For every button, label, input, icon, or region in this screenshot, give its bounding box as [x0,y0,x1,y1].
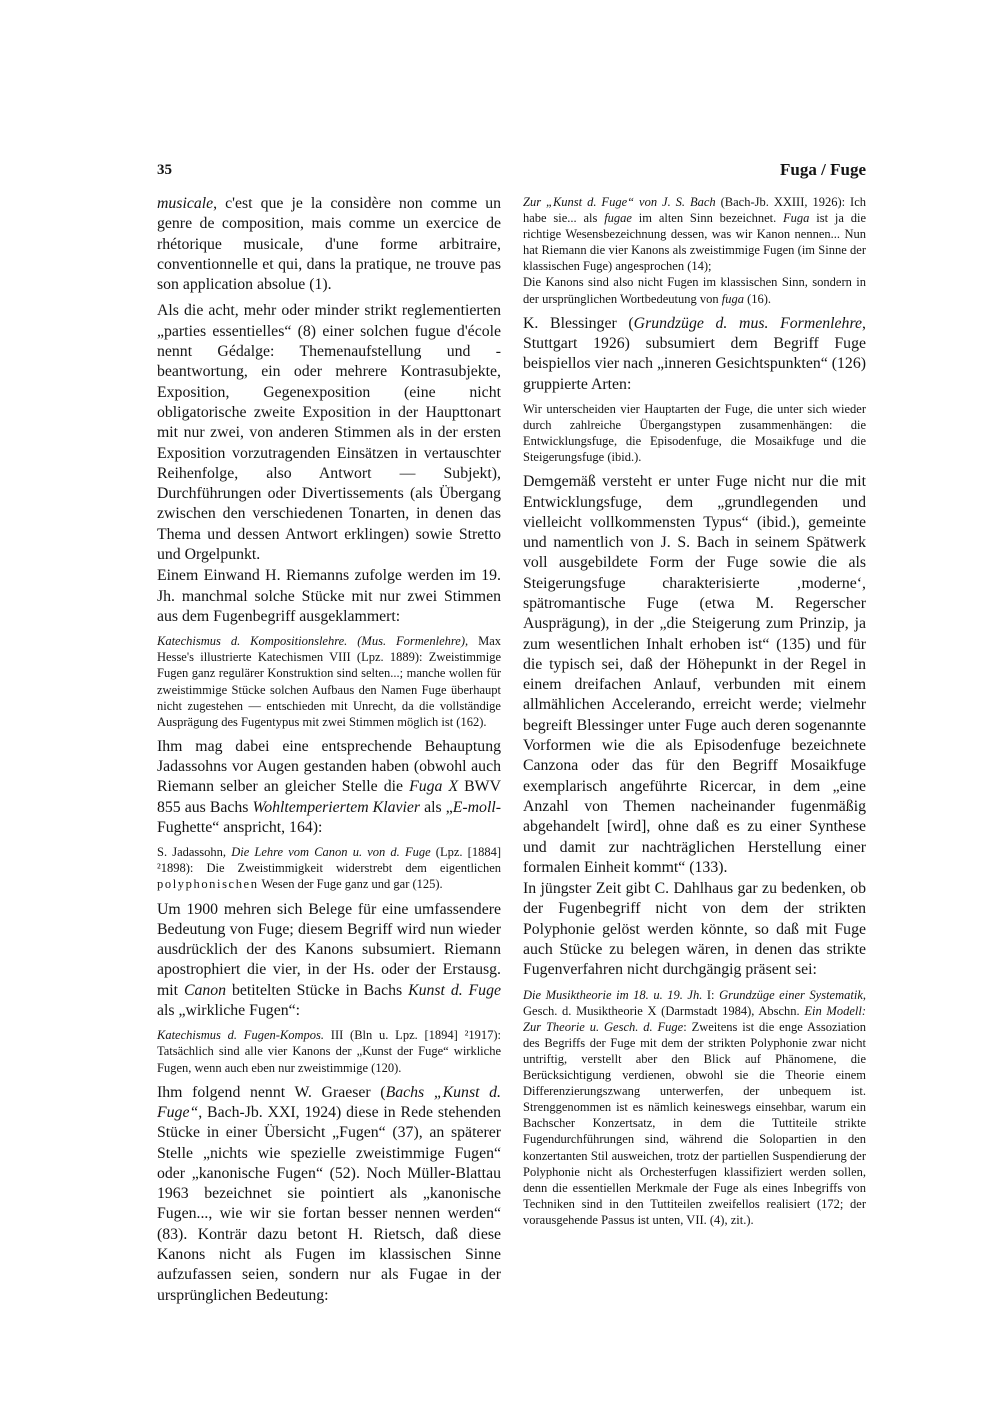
italic-text: Fuga [783,211,810,226]
running-head: Fuga / Fuge [780,160,866,179]
text: III (Bln u. Lpz. [1894] ²1917): Tatsächlich sind alle vier Kanons der „Kunst der Fuge“ wirkliche Fugen, wenn auch eben nur zweistimmige (120). [157,1028,501,1075]
text: , c'est que je la considère non comme un genre de composition, mais comme un exercice de rhétorique musicale, d'une forme arbitraire, conventionnelle et qui, dans la pratique, ne trouve pas son application absolue (1). [157,195,501,294]
left-column [157,194,501,1307]
paragraph: Demgemäß versteht er unter Fuge nicht nur die mit Entwicklungsfuge, dem „grundlegenden und vielleicht vollkommensten Typus“ (ibid.), gemeinte und namentlich von J. S. Bach in seinem Spätwerk voll ausgebildete Form der Fuge sowie die als Steigerungsfuge charakterisierte ‚moderne‘, spätromantische Fuge (etwa M. Regerscher Ausprägung), in der „die Steigerung zum Prinzip, ja zum wesentlichen Inhalt erhoben ist“ (135) und für die typisch sei, daß der Höhepunkt in der Regel in einem dreifachen Anlauf, verbunden mit einem allmählichen Accelerando, erreicht werde; vielmehr begreift Blessinger unter Fuge auch deren sogenannte Vorformen wie die als Episodenfuge bezeichnete Canzona oder das für den Begriff Mosaikfuge exemplarisch angeführte Ricercar, in dem „eine Anzahl von Themen nacheinander fugenmäßig abgehandelt [wird], ohne daß es zu einer Synthese und damit zur nachträglichen Herstellung einer formalen Einheit kommt“ (133). [523,473,866,876]
paragraph [157,194,501,295]
text: Wesen der Fuge ganz und gar (125). [258,877,443,892]
quotation [523,274,866,306]
italic-text: Grundzüge d. mus. Formenlehre [633,314,863,332]
italic-text: Canon [183,981,227,999]
quotation: Wir unterscheiden vier Hauptarten der Fuge, die unter sich wieder durch zahlreiche Übergangstypen zusammenhängen: die Entwicklungsfuge, die Episodenfuge, die Mosaikfuge und die Steigerungsfuge (ibid.). [523,401,866,465]
text: BWV 855 aus Bachs [157,778,502,816]
quotation [157,633,501,730]
paragraph [157,900,501,1022]
text: S. Jadassohn, [157,845,232,860]
italic-text: Die Musiktheorie im 18. u. 19. Jh. [523,987,703,1002]
paragraph [157,737,501,838]
italic-text: Bachs „Kunst d. Fuge“ [157,1083,501,1121]
italic-text: Fuga X [409,778,459,796]
italic-text: musicale [157,195,214,212]
italic-text: Katechismus d. Kompositionslehre. (Mus. Formenlehre), [157,634,469,649]
italic-text: Zur „Kunst d. Fuge“ von J. S. Bach [523,195,716,209]
text: K. Blessinger ( [523,314,634,332]
text: (16). [743,291,772,306]
paragraph: In jüngster Zeit gibt C. Dahlhaus gar zu bedenken, ob der Fugenbegriff nicht von dem der strikten Polyphonie gelöst werden könnte, so daß mit Fuge auch Stücke zu belegen wären, in denen das strikte Fugenverfahren nicht durchgängig präsent sei: [523,880,866,979]
text: , Gesch. d. Musiktheorie X (Darmstadt 1984), Abschn. [523,987,866,1018]
italic-text: fuga [721,291,744,306]
paragraph: Als die acht, mehr oder minder strikt reglementierten „parties essentielles“ (8) einer solchen fugue d'école nennt Gédalge: Themenaufstellung und -beantwortung, ein oder mehrere Kontrasubjekte, Exposition, Gegenexposition (eine nicht obligatorische zweite Exposition in der Haupttonart mit nur zwei, von anderen Stimmen als in der ersten Exposition vorzutragenden Einsätzen in vertauschter Reihenfolge, also Antwort — Subjekt), Durchführungen oder Divertissements (als Übergang zwischen den verschiedenen Tonarten, in denen das Thema und dessen Antwort erklingen) sowie Stretto und Orgelpunkt. [157,302,501,564]
text: betitelten Stücke in Bachs [226,981,409,999]
italic-text: E-moll- [452,798,501,816]
text: als „wirkliche Fugen“: [157,1002,301,1020]
text: , Bach-Jb. XXI, 1924) diese in Rede stehenden Stücke in einer Übersicht „Fugen“ (37), an späterer Stelle „nichts wie spezielle zweistimmige Fugen“ oder „kanonische Fugen“ (52). Noch Müller-Blattau 1963 bezeichnet sie pointiert als „kanonische Fugen..., wie wir sie fortan besser nennen werden“ (83). Konträr dazu betont H. Rietsch, daß diese Kanons nicht als Fugen im klassischen Sinne aufzufassen seien, sondern nur als Fugae in der ursprünglichen Bedeutung: [157,1103,501,1304]
paragraph [523,314,866,395]
text: (Lpz. [1884] ²1898): Die Zweistimmigkeit widerstrebt dem eigentlichen [157,845,501,876]
italic-text: Wohltemperiertem Klavier [252,798,421,816]
quotation [523,194,866,274]
italic-text: Kunst d. Fuge [408,981,501,999]
italic-text: Die Lehre vom Canon u. von d. Fuge [231,845,431,860]
quotation [157,844,501,892]
text: Die Kanons sind also nicht Fugen im klassischen Sinn, sondern in der ursprünglichen Wortbedeutung von [523,275,866,306]
italic-text: Ein Modell: Zur Theorie u. Gesch. d. Fuge [523,1003,866,1034]
quotation [157,1027,501,1075]
italic-text: fugae [604,211,632,226]
text: Ihm mag dabei eine entsprechende Behauptung Jadassohns vor Augen gestanden haben (obwohl auch Riemann selber an gleicher Stelle die [157,737,501,796]
text: Max Hesse's illustrierte Katechismen VIII (Lpz. 1889): Zweistimmige Fugen ganz regulärer Konstruktion sind selten...; manche wollen für zweistimmige Stücke solchen Aufbaus den Namen Fuge überhaupt nicht zugestehen — entschieden mit Unrecht, da die vollständige Ausprägung des Fugentypus mit zwei Stimmen möglich ist (162). [157,634,502,729]
text: Um 1900 mehren sich Belege für eine umfassendere Bedeutung von Fuge; diesem Begriff wird nun wieder ausdrücklich der des Kanons subsumiert. Riemann apostrophiert die vier, in der Hs. oder der Erstausg. mit [157,900,501,999]
text: , Stuttgart 1926) subsumiert dem Begriff Fuge beispiellos vier nach „inneren Gesichtspunkten“ (126) gruppierte Arten: [523,314,866,393]
text: I: [702,987,720,1002]
text: Fughette“ anspricht, 164): [157,818,323,836]
text: im alten Sinn bezeichnet. [631,211,784,226]
text: (Bach-Jb. XXIII, 1926): Ich habe sie... als [523,195,867,226]
right-column [523,194,866,1235]
text: : Zweitens ist die enge Assoziation des Begriffs der Fuge mit dem der strikten Polyphonie zwar nicht untriftig, verstellt aber den Blick auf Phänomene, die Berücksichtigung verdienen, obwohl sie die Theorie einem Differenzierungszwang unterwerfen, der unbequem ist. Strenggenommen ist es nämlich keineswegs einsehbar, warum ein Bachscher Konzertsatz, in dem die Tuttiteile strikte Fugendurchführungen sind, während die Solopartien in den konzertanten Stil ausweichen, trotz der partiellen Suspendierung der Polyphonie nicht als Orchesterfugen klassifiziert werden sollen, denn die essentiellen Merkmale der Fuge als eines Inbegriffs von Techniken sind in den Tuttiteilen zweifellos realisiert (172; der vorausgehende Passus ist unten, VII. (4), zit.). [523,1019,866,1227]
quotation [523,987,866,1228]
page-number: 35 [157,162,172,178]
text: ist ja die richtige Wesensbezeichnung dessen, was wir Kanon nennen... Nun hat Riemann die vier Kanons als zweistimmige Fugen (im Sinne der klassischen Fuge) angesprochen (14); [523,211,866,274]
italic-text: Katechismus d. Fugen-Kompos. [157,1028,325,1043]
text: als „ [420,798,453,816]
italic-text: Grundzüge einer Systematik [719,987,863,1002]
spaced-text: polyphonischen [157,877,259,892]
text: Ihm folgend nennt W. Graeser ( [157,1083,386,1101]
paragraph [157,1083,501,1306]
paragraph: Einem Einwand H. Riemanns zufolge werden im 19. Jh. manchmal solche Stücke mit nur zwei Stimmen aus dem Fugenbegriff ausgeklammert: [157,567,501,625]
